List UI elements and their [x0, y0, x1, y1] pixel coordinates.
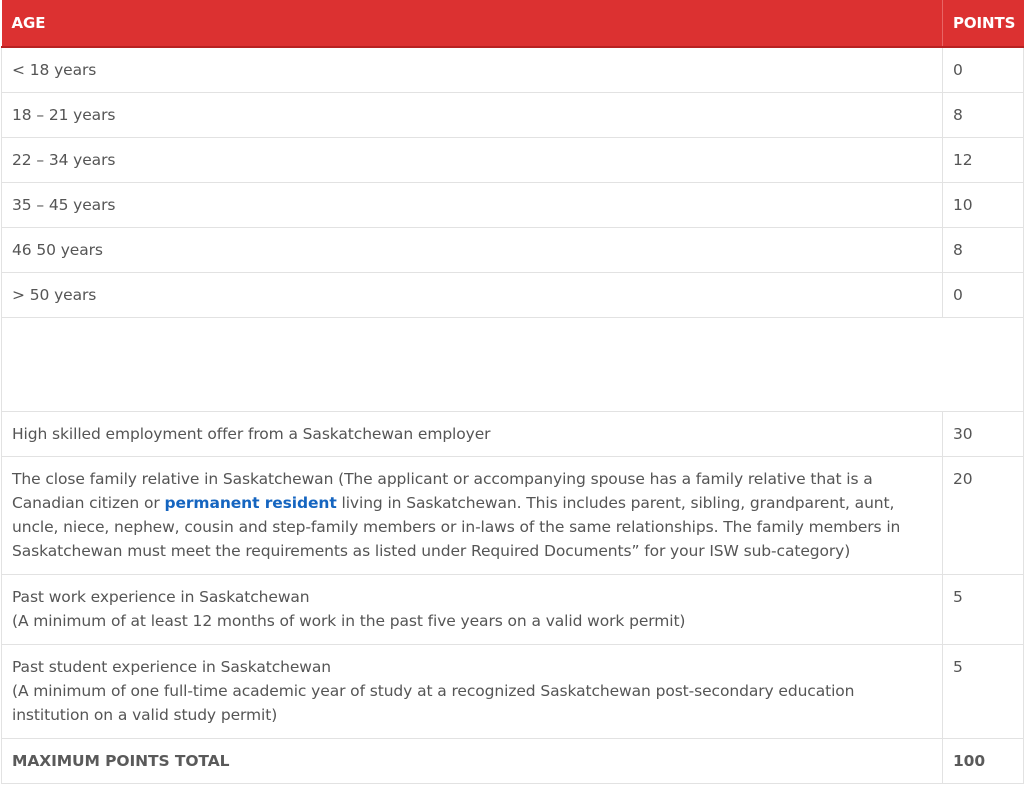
- family-relative-text: The close family relative in Saskatchewan (The applicant or accompanying spouse has a family relative that is a Canadian citizen or: [12, 470, 873, 512]
- age-range-label: 35 – 45 years: [2, 183, 943, 228]
- table-row: [2, 645, 1024, 739]
- work-experience-detail: (A minimum of at least 12 months of work in the past five years on a valid work permit): [12, 612, 686, 630]
- table-row: [2, 457, 1024, 575]
- table-row: [2, 412, 1024, 457]
- connection-label: [2, 645, 943, 739]
- total-row: [2, 739, 1024, 784]
- total-label: MAXIMUM POINTS TOTAL: [2, 739, 943, 784]
- connection-points: 5: [943, 575, 1024, 645]
- connection-points: 30: [943, 412, 1024, 457]
- age-points: 8: [943, 93, 1024, 138]
- age-range-label: 18 – 21 years: [2, 93, 943, 138]
- connection-label: [2, 457, 943, 575]
- table-row: [2, 575, 1024, 645]
- table-row: [2, 138, 1024, 183]
- age-range-label: > 50 years: [2, 273, 943, 318]
- age-range-label: 46 50 years: [2, 228, 943, 273]
- family-relative-text-cont: living in Saskatchewan. This includes parent, sibling, grandparent, aunt, uncle, niece, nephew, cousin and step-family members or in-laws of the same relationships. The family members in Saskatchewan must meet the requirements as listed under Required Documents” for your ISW sub-category): [12, 494, 901, 560]
- age-points: 10: [943, 183, 1024, 228]
- age-points: 0: [943, 47, 1024, 93]
- points-table: [1, 0, 1024, 784]
- table-row: [2, 93, 1024, 138]
- student-experience-title: Past student experience in Saskatchewan: [12, 658, 331, 676]
- table-row: [2, 183, 1024, 228]
- table-row: [2, 47, 1024, 93]
- total-points: 100: [943, 739, 1024, 784]
- empty-cell: [2, 318, 1024, 412]
- age-range-label: 22 – 34 years: [2, 138, 943, 183]
- connection-label: [2, 575, 943, 645]
- connection-label: High skilled employment offer from a Saskatchewan employer: [2, 412, 943, 457]
- header-points: POINTS: [943, 0, 1024, 47]
- age-points: 8: [943, 228, 1024, 273]
- age-points: 0: [943, 273, 1024, 318]
- table-header-row: [2, 0, 1024, 47]
- age-range-label: < 18 years: [2, 47, 943, 93]
- connection-points: 5: [943, 645, 1024, 739]
- table-row: [2, 273, 1024, 318]
- connection-points: 20: [943, 457, 1024, 575]
- empty-row: [2, 318, 1024, 412]
- header-age: AGE: [2, 0, 943, 47]
- table-row: [2, 228, 1024, 273]
- age-points: 12: [943, 138, 1024, 183]
- student-experience-detail: (A minimum of one full-time academic year of study at a recognized Saskatchewan post-secondary education institution on a valid study permit): [12, 682, 855, 724]
- permanent-resident-link[interactable]: permanent resident: [164, 494, 337, 512]
- work-experience-title: Past work experience in Saskatchewan: [12, 588, 310, 606]
